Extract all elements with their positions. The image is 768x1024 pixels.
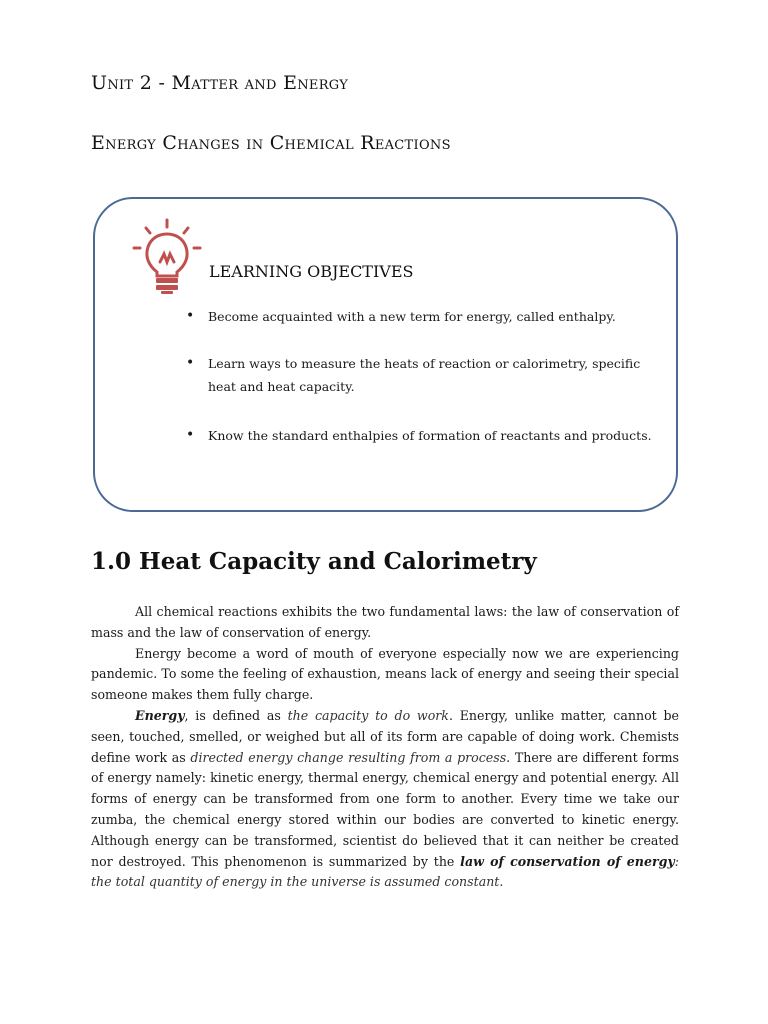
list-item: • Know the standard enthalpies of formation of reactants and products. (186, 424, 666, 447)
paragraph-text: . Energy, unlike matter, cannot be seen, touched, smelled, or weighed but all of its form are capable of doing work. Chemists define work as (91, 707, 679, 765)
body-text (91, 602, 679, 893)
work-definition: directed energy change resulting from a process (190, 749, 507, 765)
unit-title: Unit 2 - Matter and Energy (91, 72, 349, 94)
paragraph-1: All chemical reactions exhibits the two fundamental laws: the law of conservation of mass and the law of conservation of energy. (91, 604, 679, 640)
lightbulb-icon (130, 218, 204, 296)
objectives-heading: LEARNING OBJECTIVES (209, 262, 414, 281)
energy-term: Energy (135, 707, 185, 723)
heading-1: 1.0 Heat Capacity and Calorimetry (91, 548, 537, 575)
list-item: • Become acquainted with a new term for energy, called enthalpy. (186, 305, 666, 328)
paragraph-text: . There are different forms of energy namely: kinetic energy, thermal energy, chemical energy and potential energy. All forms of energy can be transformed from one form to another. Every time we take our zumba, the chemical energy stored within our bodies are converted to kinetic energy. Although energy can be transformed, scientist do believed that it can neither be created nor destroyed. This phenomenon is summarized by the (91, 749, 679, 869)
law-term: law of conservation of energy (460, 853, 675, 869)
paragraph-3 (91, 706, 679, 893)
paragraph-2: Energy become a word of mouth of everyone especially now we are experiencing pandemic. To some the feeling of exhaustion, means lack of energy and seeing their special someone makes them fully charge. (91, 645, 679, 703)
paragraph-text: , is defined as (184, 707, 288, 723)
objectives-list (186, 305, 666, 447)
list-item: • Learn ways to measure the heats of reaction or calorimetry, specific heat and heat capacity. (186, 352, 666, 398)
law-statement: : the total quantity of energy in the universe is assumed constant. (91, 853, 679, 890)
energy-definition: the capacity to do work (287, 707, 449, 723)
section-title: Energy Changes in Chemical Reactions (91, 132, 451, 154)
